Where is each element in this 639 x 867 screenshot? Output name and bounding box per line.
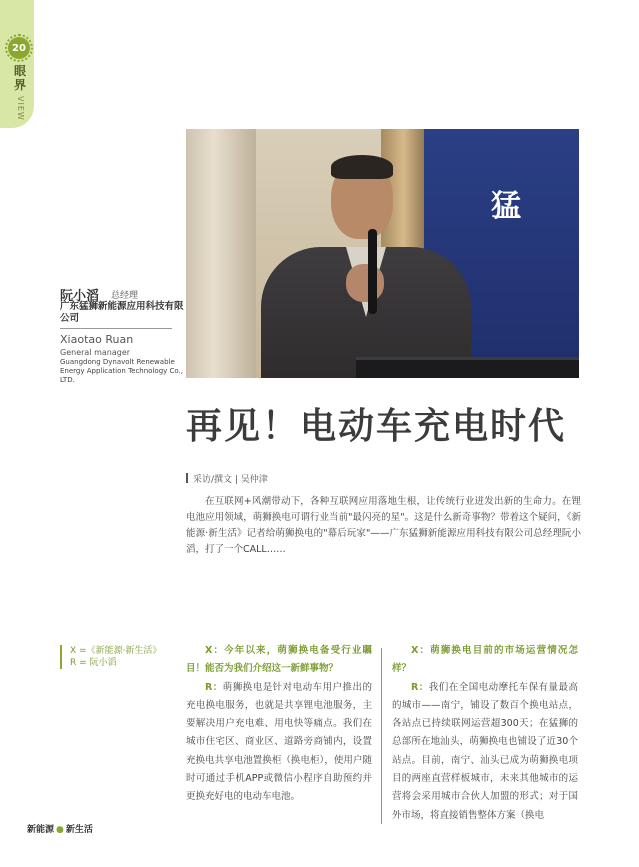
caption-company: 广东猛狮新能源应用科技有限公司 bbox=[60, 301, 184, 324]
article-title: 再见！电动车充电时代 bbox=[186, 406, 567, 447]
column-divider bbox=[381, 648, 382, 824]
answer-1: R：萌狮换电是针对电动车用户推出的充电换电服务，也就是共享锂电池服务，主要解决用户充电难、用电快等痛点。我们在城市住宅区、商业区、道路旁商铺内，设置充换电共享电池置换柜（换电柜），使用户随时可通过手机APP或微信小程序自助预约并更换充好电的电动车电池。 bbox=[186, 681, 372, 803]
photo-screen-text: 猛 bbox=[491, 189, 521, 224]
article-column-2 bbox=[392, 642, 578, 825]
legend-r: R = 阮小滔 bbox=[70, 658, 117, 668]
answer-2: R：我们在全国电动摩托车保有量最高的城市——南宁，铺设了数百个换电站点，各站点已持续联网运营超300天；在猛狮的总部所在地汕头，萌狮换电也铺设了近30个站点。目前，南宁、汕头已成为萌狮换电项目的两座直营样板城市，未来其他城市的运营将会采用城市合伙人加盟的形式；对于国外市场，将直接销售整体方案（换电 bbox=[392, 681, 578, 821]
legend-x: X =《新能源·新生活》 bbox=[70, 646, 162, 656]
byline: 采访/撰文 | 吴仲津 bbox=[186, 472, 268, 485]
caption-name: 阮小滔 bbox=[60, 289, 100, 304]
microphone bbox=[368, 229, 377, 314]
question-1: X：今年以来，萌狮换电备受行业瞩目！能否为我们介绍这一新鲜事物？ bbox=[186, 645, 372, 675]
caption-role: 总经理 bbox=[111, 291, 139, 301]
speaker-photo bbox=[186, 129, 579, 378]
magazine-footer: 新能源 ● 新生活 bbox=[27, 825, 93, 835]
caption-divider bbox=[60, 328, 172, 329]
question-2: X：萌狮换电目前的市场运营情况怎样？ bbox=[392, 645, 578, 675]
caption-name-en: Xiaotao Ruan bbox=[60, 333, 134, 346]
caption-company-en: Guangdong Dynavolt Renewable Energy Application Technology Co., LTD. bbox=[60, 358, 184, 384]
page-number: 20 bbox=[8, 37, 30, 59]
section-title-en: VIEW bbox=[16, 96, 25, 121]
article-column-1 bbox=[186, 642, 372, 807]
article-intro: 在互联网+风潮带动下，各种互联网应用落地生根，让传统行业迸发出新的生命力。在锂电池应用领域，萌狮换电可谓行业当前"最闪亮的星"。这是什么新奇事物？带着这个疑问，《新能源·新生活》记者给萌狮换电的"幕后玩家"——广东猛狮新能源应用科技有限公司总经理阮小滔，打了一个CALL…… bbox=[186, 496, 581, 555]
section-title: 眼界 bbox=[14, 64, 27, 92]
footer-dot-icon: ● bbox=[56, 825, 64, 835]
interview-legend bbox=[60, 645, 180, 669]
caption-role-en: General manager bbox=[60, 348, 131, 357]
